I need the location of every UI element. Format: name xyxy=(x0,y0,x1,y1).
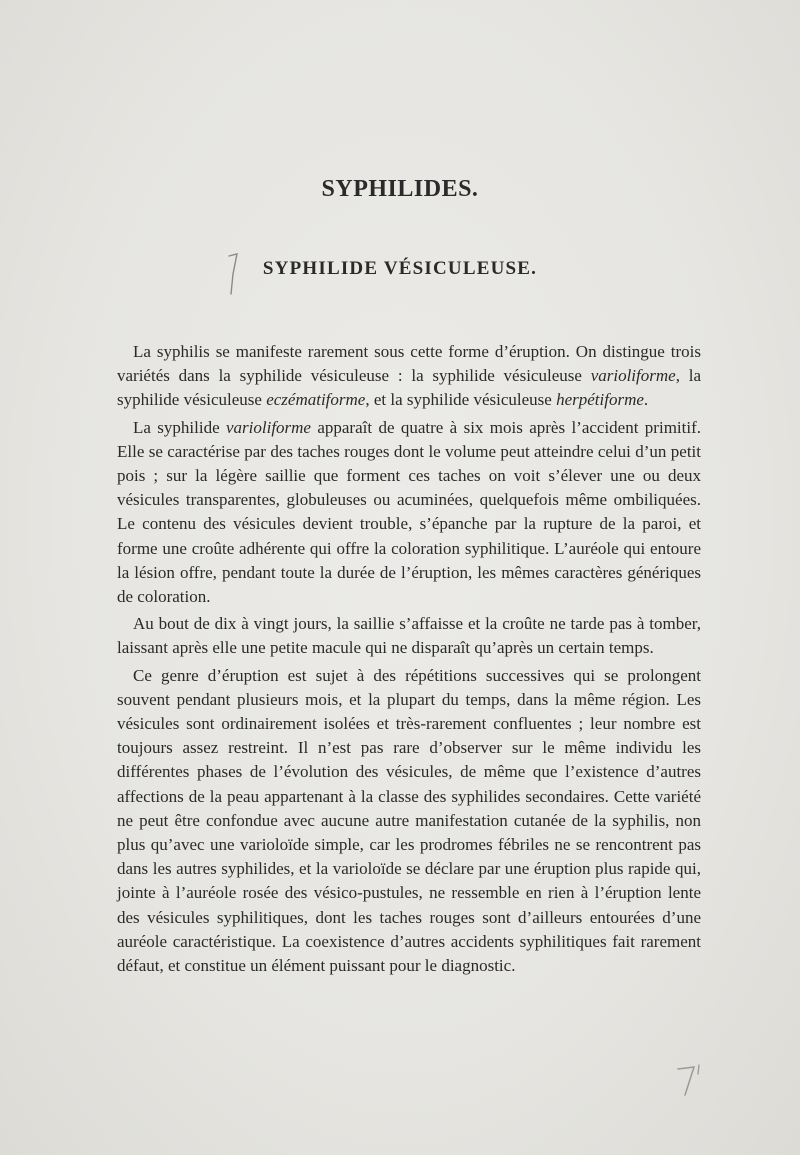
italic-term: herpétiforme xyxy=(556,390,644,410)
italic-term: varioliforme xyxy=(225,417,311,437)
italic-term: varioliforme xyxy=(590,366,676,386)
text-segment: . xyxy=(643,390,649,410)
section-title: SYPHILIDE VÉSICULEUSE. xyxy=(262,258,538,279)
paragraph xyxy=(117,664,701,979)
body-text xyxy=(117,340,701,981)
handwritten-page-number xyxy=(672,1060,706,1100)
text-segment: Au bout de dix à vingt jours, la saillie s’affaisse et la croûte ne tarde pas à tomber, laissant après elle une petite macule qui ne disparaît qu’après un certain temps. xyxy=(117,614,701,658)
italic-term: eczématiforme xyxy=(266,390,366,410)
text-segment: , la syphilide vésiculeuse xyxy=(117,366,701,410)
main-title: SYPHILIDES. xyxy=(321,176,479,202)
text-segment: , et la syphilide vésiculeuse xyxy=(365,390,557,410)
paragraph xyxy=(117,340,701,413)
paragraph xyxy=(117,416,701,610)
text-segment: La syphilis se manifeste rarement sous cette forme d’éruption. On distingue trois variétés dans la syphilide vésiculeuse : la syphilide vésiculeuse xyxy=(117,342,701,386)
text-segment: apparaît de quatre à six mois après l’accident primitif. Elle se caractérise par des taches rouges dont le volume peut atteindre celui d’un petit pois ; sur la légère saillie que forment ces taches on voit s’élever une ou deux vésicules transparentes, globuleuses ou acuminées, quelquefois même ombiliquées. Le contenu des vésicules devient trouble, s’épanche par la rupture de la paroi, et forme une croûte adhérente qui offre la coloration syphilitique. L’auréole qui entoure la lésion offre, pendant toute la durée de l’éruption, les mêmes caractères génériques de coloration. xyxy=(117,417,701,607)
text-segment: Ce genre d’éruption est sujet à des répétitions successives qui se prolongent souvent pendant plusieurs mois, et la plupart du temps, dans la même région. Les vésicules sont ordinairement isolées et très-rarement confluentes ; leur nombre est toujours assez restreint. Il n’est pas rare d’observer sur le même individu les différentes phases de l’évolution des vésicules, de même que l’existence d’autres affections de la peau appartenant à la classe des syphilides secondaires. Cette variété ne peut être confondue avec aucune autre manifestation cutanée de la syphilis, non plus qu’avec une varioloïde simple, car les prodromes fébriles ne se rencontrent pas dans les autres syphilides, et la varioloïde se déclare par une éruption plus rapide qui, jointe à l’auréole rosée des vésico-pustules, ne ressemble en rien à l’éruption lente des vésicules syphilitiques, dont les taches rouges sont d’ailleurs entourées d’une auréole caractéristique. La coexistence d’autres accidents syphilitiques fait rarement défaut, et constitue un élément puissant pour le diagnostic. xyxy=(117,665,701,976)
paragraph xyxy=(117,612,701,660)
text-segment: La syphilide xyxy=(133,417,226,437)
